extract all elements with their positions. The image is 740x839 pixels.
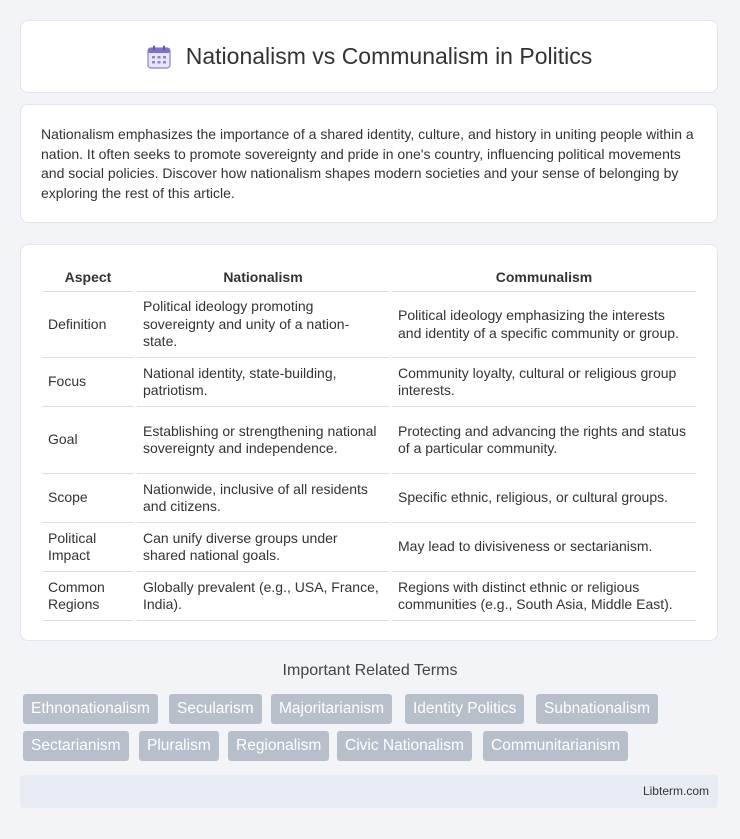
table-row	[42, 292, 696, 358]
table-cell: Common Regions	[42, 572, 134, 621]
intro-card	[20, 104, 718, 223]
tag-identity-politics[interactable]: Identity Politics	[405, 694, 524, 724]
intro-text: Nationalism emphasizes the importance of a shared identity, culture, and history in uniting people within a nation. It often seeks to promote sovereignty and pride in one's country, influencing political movements and social policies. Discover how nationalism shapes modern societies and your sense of belonging by exploring the rest of this article.	[41, 126, 694, 201]
table-cell: National identity, state-building, patriotism.	[137, 358, 389, 407]
title-card	[20, 20, 718, 93]
tag-regionalism[interactable]: Regionalism	[228, 731, 329, 761]
table-cell: Establishing or strengthening national sovereignty and independence.	[137, 407, 389, 474]
table-row	[42, 358, 696, 407]
table-cell: Definition	[42, 292, 134, 358]
tag-majoritarianism[interactable]: Majoritarianism	[271, 694, 392, 724]
calendar-icon	[146, 44, 172, 70]
tag-sectarianism[interactable]: Sectarianism	[23, 731, 129, 761]
table-cell: Political ideology promoting sovereignty and unity of a nation-state.	[137, 292, 389, 358]
table-cell: Focus	[42, 358, 134, 407]
footer	[20, 775, 718, 808]
tag-subnationalism[interactable]: Subnationalism	[536, 694, 658, 724]
header-nationalism: Nationalism	[137, 263, 389, 292]
table-row	[42, 407, 696, 474]
table-cell: Goal	[42, 407, 134, 474]
table-row	[42, 474, 696, 523]
page-title: Nationalism vs Communalism in Politics	[185, 43, 593, 69]
table-cell: Community loyalty, cultural or religious group interests.	[392, 358, 696, 407]
tag-secularism[interactable]: Secularism	[169, 694, 262, 724]
table-cell: Nationwide, inclusive of all residents and citizens.	[137, 474, 389, 523]
table-cell: Regions with distinct ethnic or religious communities (e.g., South Asia, Middle East).	[392, 572, 696, 621]
table-header-row	[42, 263, 696, 292]
tag-ethnonationalism[interactable]: Ethnonationalism	[23, 694, 158, 724]
table-cell: Protecting and advancing the rights and status of a particular community.	[392, 407, 696, 474]
table-cell: Can unify diverse groups under shared national goals.	[137, 523, 389, 572]
table-cell: Specific ethnic, religious, or cultural groups.	[392, 474, 696, 523]
table-cell: Scope	[42, 474, 134, 523]
table-row	[42, 523, 696, 572]
tag-civic-nationalism[interactable]: Civic Nationalism	[337, 731, 472, 761]
related-terms-title: Important Related Terms	[282, 662, 458, 679]
tag-pluralism[interactable]: Pluralism	[139, 731, 219, 761]
footer-brand[interactable]: Libterm.com	[642, 784, 709, 798]
header-communalism: Communalism	[392, 263, 696, 292]
comparison-card	[20, 244, 718, 641]
header-aspect: Aspect	[42, 263, 134, 292]
table-cell: May lead to divisiveness or sectarianism.	[392, 523, 696, 572]
table-row	[42, 572, 696, 621]
comparison-table	[39, 263, 699, 621]
table-cell: Political ideology emphasizing the interests and identity of a specific community or group.	[392, 292, 696, 358]
table-cell: Political Impact	[42, 523, 134, 572]
table-cell: Globally prevalent (e.g., USA, France, India).	[137, 572, 389, 621]
tag-communitarianism[interactable]: Communitarianism	[483, 731, 628, 761]
